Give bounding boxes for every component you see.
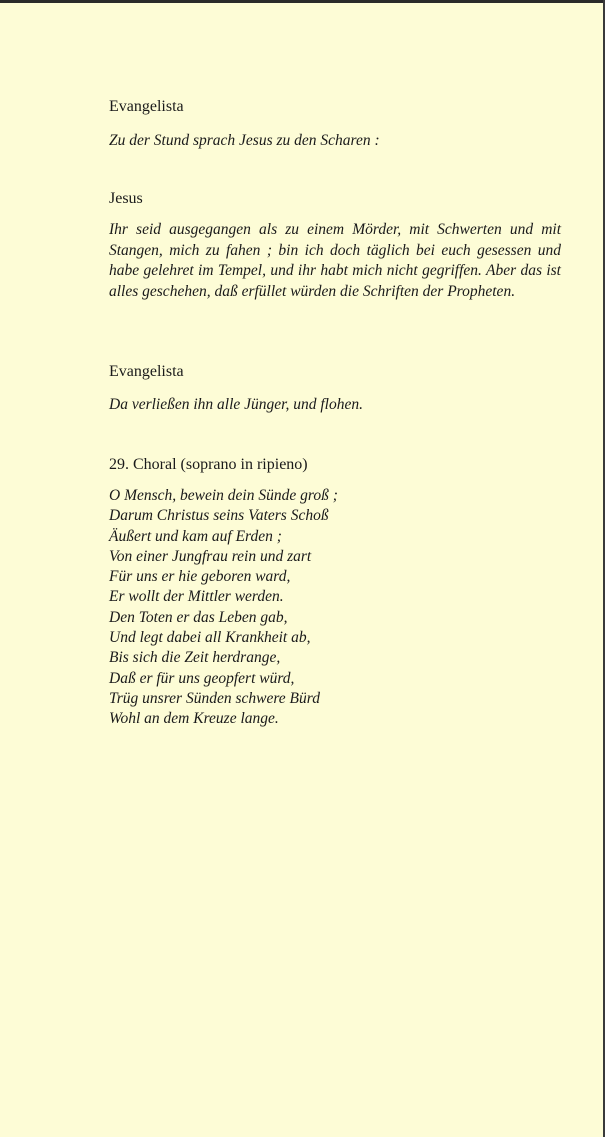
verse-line: Den Toten er das Leben gab,: [109, 608, 288, 626]
verse-line: Und legt dabei all Krankheit ab,: [109, 629, 311, 647]
verse-line: Trüg unsrer Sünden schwere Bürd: [109, 689, 320, 707]
verse-line: O Mensch, bewein dein Sünde groß ;: [109, 487, 338, 504]
choral-heading: 29. Choral (soprano in ripieno): [109, 456, 308, 473]
section-text: Ihr seid ausgegangen als zu einem Mörder, mit Schwerten und mit Stangen, mich zu fahen ; bin ich doch täglich bei euch gesessen und habe gelehret im Tempel, und ihr habt mich nicht gegriffen. Aber das ist alles geschehen, daß erfüllet würden die Schriften der Propheten.: [109, 221, 561, 300]
verse-line: Daß er für uns geopfert würd,: [109, 669, 295, 687]
top-border-line: [0, 0, 605, 3]
verse-line: Bis sich die Zeit herdrange,: [109, 649, 281, 667]
verse-line: Er wollt der Mittler werden.: [109, 588, 284, 606]
verse-line: Darum Christus seins Vaters Schoß: [109, 507, 329, 525]
verse-line: Für uns er hie geboren ward,: [109, 568, 291, 586]
choral-verse: [109, 486, 569, 730]
verse-line: Von einer Jungfrau rein und zart: [109, 547, 312, 565]
speaker-label: Jesus: [109, 190, 143, 207]
verse-line: Wohl an dem Kreuze lange.: [109, 710, 279, 728]
section-evangelista-2: [109, 362, 569, 416]
section-text: Da verließen ihn alle Jünger, und flohen.: [109, 396, 363, 413]
section-text: Zu der Stund sprach Jesus zu den Scharen :: [109, 132, 380, 149]
section-evangelista-1: [109, 97, 569, 152]
section-jesus: [109, 189, 569, 302]
section-choral: [109, 455, 569, 730]
verse-line: Äußert und kam auf Erden ;: [109, 527, 282, 545]
speaker-label: Evangelista: [109, 363, 184, 380]
speaker-label: Evangelista: [109, 98, 184, 115]
